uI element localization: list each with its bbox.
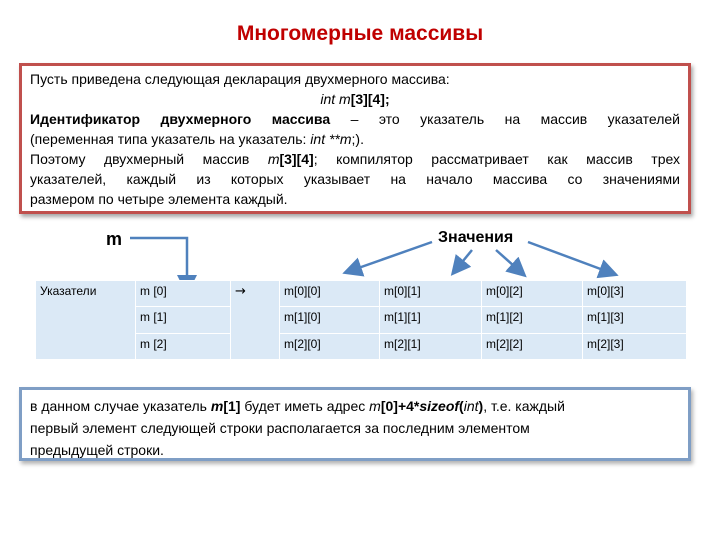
value-cell: m[0][1] — [380, 281, 482, 307]
line4-p1: (переменная типа указатель на указатель: — [30, 131, 311, 147]
value-cell: m[0][3] — [583, 281, 687, 307]
values-arrow-2 — [454, 250, 472, 272]
note-bold: ) — [478, 398, 484, 414]
value-cell: m[0][0] — [280, 281, 380, 307]
declaration-line-7: размером по четыре элемента каждый. — [30, 191, 288, 207]
note-bold-italic: sizeof — [419, 398, 460, 414]
pointer-cell: m [0] — [136, 281, 231, 307]
line5-bold: [3][4] — [279, 151, 314, 167]
note-bold: [1] — [223, 398, 241, 414]
line5-p2: ; компилятор рассматривает как массив трех — [313, 151, 680, 167]
note-bold-italic: m — [210, 398, 224, 414]
line3-rest: – это указатель на массив указателей — [330, 111, 680, 127]
declaration-line-6: указателей, каждый из которых указывает на начало массива со значениями — [30, 171, 680, 187]
declaration-line-1: Пусть приведена следующая декларация двухмерного массива: — [30, 71, 450, 87]
note-text: в данном случае указатель — [30, 398, 211, 414]
page-title: Многомерные массивы — [236, 22, 484, 45]
note-line-3: предыдущей строки. — [30, 442, 164, 458]
values-label: Значения — [438, 229, 514, 246]
value-cell: m[1][3] — [583, 307, 687, 333]
m-label: m — [106, 229, 123, 249]
value-cell: m[1][0] — [280, 307, 380, 333]
value-cell: m[2][2] — [482, 333, 583, 359]
value-cell: m[2][0] — [280, 333, 380, 359]
value-cell: m[0][2] — [482, 281, 583, 307]
note-text: , т.е. каждый — [483, 398, 565, 414]
value-cell: m[1][2] — [482, 307, 583, 333]
pointers-header: Указатели — [36, 281, 136, 360]
right-arrow-icon: → — [231, 281, 280, 360]
table-row — [36, 281, 687, 307]
note-italic: m — [369, 398, 381, 414]
line4-p2: ;). — [351, 131, 364, 147]
note-line-2: первый элемент следующей строки располагается за последним элементом — [30, 420, 530, 436]
line4-italic: int **m — [310, 131, 352, 147]
code-bold: [3][4]; — [350, 91, 390, 107]
note-text: будет иметь адрес — [240, 398, 370, 414]
value-cell: m[2][1] — [380, 333, 482, 359]
values-arrow-3 — [496, 250, 523, 274]
line5-p1: Поэтому двухмерный массив — [30, 151, 268, 167]
code-italic: int m — [320, 91, 351, 107]
pointer-cell: m [1] — [136, 307, 231, 333]
note-bold: [0]+4* — [380, 398, 420, 414]
note-italic: int — [463, 398, 479, 414]
pointer-cell: m [2] — [136, 333, 231, 359]
line5-italic: m — [267, 151, 280, 167]
value-cell: m[2][3] — [583, 333, 687, 359]
note-line-1 — [30, 395, 680, 417]
values-arrow-4 — [528, 242, 614, 274]
value-cell: m[1][1] — [380, 307, 482, 333]
note-box — [19, 387, 691, 461]
line3-bold: Идентификатор двухмерного массива — [30, 111, 331, 127]
note-bold: ( — [459, 398, 464, 414]
values-arrow-1 — [347, 242, 432, 272]
pointer-array-table — [35, 280, 687, 360]
